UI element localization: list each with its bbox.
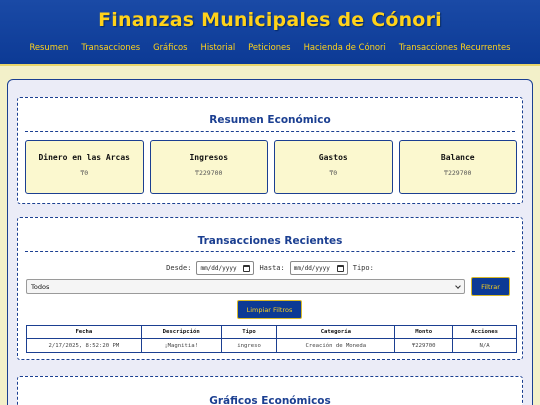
card-ingresos: [150, 140, 269, 194]
card-label: Ingresos: [189, 153, 229, 162]
card-balance: [399, 140, 518, 194]
transactions-table: [26, 325, 517, 353]
resumen-section: [17, 97, 523, 204]
nav-graficos[interactable]: Gráficos: [153, 42, 188, 52]
col-descripcion: Descripción: [141, 326, 221, 339]
cell-descripcion: ¡Magnitia!: [141, 339, 221, 353]
card-label: Balance: [440, 153, 475, 162]
col-categoria: Categoría: [277, 326, 395, 339]
calendar-icon[interactable]: [337, 265, 344, 272]
graficos-title: Gráficos Económicos: [209, 395, 331, 405]
calendar-icon[interactable]: [243, 265, 250, 272]
nav-hacienda[interactable]: Hacienda de Cónori: [303, 42, 386, 52]
card-value: ₸229700: [195, 169, 223, 177]
chevron-down-icon: [455, 283, 461, 289]
col-fecha: Fecha: [27, 326, 142, 339]
card-value: ₸0: [80, 169, 89, 177]
transacciones-title: Transacciones Recientes: [197, 235, 343, 247]
filter-row: [18, 259, 522, 277]
table-header-row: [27, 326, 517, 339]
col-monto: Monto: [395, 326, 453, 339]
resumen-title: Resumen Económico: [209, 114, 331, 126]
cell-tipo: ingreso: [221, 339, 277, 353]
cell-monto: ₸229700: [395, 339, 453, 353]
table-row: [27, 339, 517, 353]
hasta-label: Hasta:: [259, 264, 285, 272]
card-dinero-arcas: [25, 140, 144, 194]
desde-label: Desde:: [166, 264, 192, 272]
nav-transacciones-recurrentes[interactable]: Transacciones Recurrentes: [398, 42, 511, 52]
tipo-label: Tipo:: [352, 264, 374, 272]
col-acciones: Acciones: [453, 326, 517, 339]
nav-peticiones[interactable]: Peticiones: [248, 42, 291, 52]
site-header: [0, 0, 540, 66]
card-label: Gastos: [318, 153, 348, 162]
tipo-select[interactable]: [26, 279, 465, 294]
summary-cards: [25, 140, 517, 194]
cell-categoria: Creación de Moneda: [277, 339, 395, 353]
date-placeholder: mm/dd/yyyy: [200, 264, 237, 272]
hasta-date-input[interactable]: [290, 261, 348, 275]
cell-acciones: N/A: [453, 339, 517, 353]
divider: [25, 251, 515, 252]
cell-fecha: 2/17/2025, 8:52:20 PM: [27, 339, 142, 353]
nav-resumen[interactable]: Resumen: [29, 42, 69, 52]
col-tipo: Tipo: [221, 326, 277, 339]
graficos-section: [17, 376, 523, 405]
card-label: Dinero en las Arcas: [38, 153, 130, 162]
transacciones-section: [17, 217, 523, 360]
card-value: ₸0: [329, 169, 338, 177]
filtrar-button[interactable]: Filtrar: [471, 277, 510, 296]
date-placeholder: mm/dd/yyyy: [293, 264, 330, 272]
limpiar-filtros-button[interactable]: Limpiar Filtros: [237, 300, 302, 319]
divider: [25, 131, 515, 132]
card-value: ₸229700: [444, 169, 472, 177]
site-title: Finanzas Municipales de Cónori: [98, 9, 442, 31]
nav-historial[interactable]: Historial: [200, 42, 236, 52]
desde-date-input[interactable]: [196, 261, 254, 275]
tipo-selected-value: Todos: [31, 282, 50, 291]
card-gastos: [274, 140, 393, 194]
main-nav: [0, 42, 540, 52]
main-container: [7, 79, 533, 405]
nav-transacciones[interactable]: Transacciones: [81, 42, 141, 52]
